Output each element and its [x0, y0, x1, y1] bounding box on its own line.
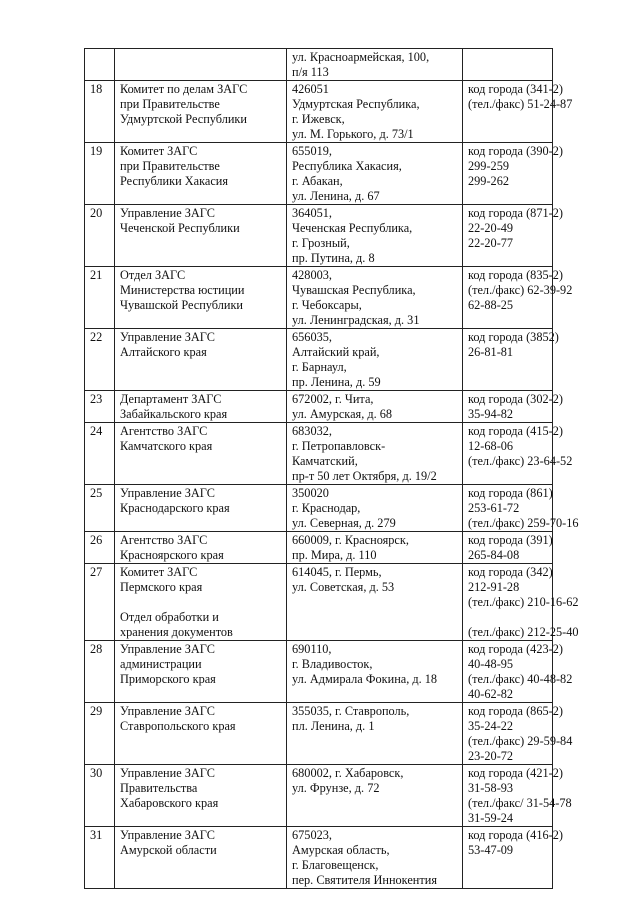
phone-cell — [463, 49, 553, 81]
organization-cell — [115, 641, 287, 703]
phone-line: код города (391) — [468, 533, 553, 547]
org-line: Правительства — [120, 781, 198, 795]
address-line: Алтайский край, — [292, 345, 380, 359]
organization-cell — [115, 827, 287, 889]
org-line: Приморского края — [120, 672, 216, 686]
phone-line: 253-61-72 — [468, 501, 520, 515]
org-line: Забайкальского края — [120, 407, 228, 421]
phone-line: (тел./факс) 23-64-52 — [468, 454, 573, 468]
table-row — [85, 532, 553, 564]
row-number: 24 — [90, 424, 103, 438]
org-line: Комитет по делам ЗАГС — [120, 82, 248, 96]
address-line: пр. Мира, д. 110 — [292, 548, 377, 562]
table-row — [85, 49, 553, 81]
row-number-cell — [85, 532, 115, 564]
organization-cell — [115, 423, 287, 485]
org-line: Управление ЗАГС — [120, 486, 215, 500]
org-line: Красноярского края — [120, 548, 224, 562]
table-row — [85, 391, 553, 423]
phone-cell — [463, 267, 573, 329]
phone-line: код города (416-2) — [468, 828, 563, 842]
organization-cell — [115, 143, 287, 205]
phone-line: 35-94-82 — [468, 407, 514, 421]
org-line: Управление ЗАГС — [120, 766, 215, 780]
phone-cell — [463, 532, 553, 564]
address-line: 614045, г. Пермь, — [292, 565, 382, 579]
address-line: Удмуртская Республика, — [292, 97, 420, 111]
address-line: пр. Ленина, д. 59 — [292, 375, 381, 389]
org-line: Управление ЗАГС — [120, 704, 215, 718]
address-line: 675023, — [292, 828, 332, 842]
phone-line: (тел./факс) 51-24-87 — [468, 97, 573, 111]
address-line: ул. Красноармейская, 100, — [292, 50, 430, 64]
table-body — [85, 49, 579, 889]
phone-line: (тел./факс) 29-59-84 — [468, 734, 573, 748]
phone-line: 31-58-93 — [468, 781, 514, 795]
phone-cell — [463, 485, 579, 532]
row-number-cell — [85, 81, 115, 143]
table-row — [85, 765, 553, 827]
table-row — [85, 205, 553, 267]
org-line: Хабаровского края — [120, 796, 219, 810]
org-line: при Правительстве — [120, 97, 220, 111]
phone-line: код города (865-2) — [468, 704, 563, 718]
organization-cell — [115, 485, 287, 532]
phone-line: 23-20-72 — [468, 749, 514, 763]
organization-cell — [115, 391, 287, 423]
org-line: Управление ЗАГС — [120, 206, 215, 220]
address-cell — [287, 143, 463, 205]
phone-line: код города (390-2) — [468, 144, 563, 158]
phone-line: код города (341-2) — [468, 82, 563, 96]
address-line: г. Грозный, — [292, 236, 350, 250]
phone-cell — [463, 329, 559, 391]
address-line: Чувашская Республика, — [292, 283, 416, 297]
address-cell — [287, 267, 463, 329]
address-line: г. Чебоксары, — [292, 298, 362, 312]
row-number-cell — [85, 423, 115, 485]
row-number-cell — [85, 827, 115, 889]
org-line: администрации — [120, 657, 202, 671]
phone-cell — [463, 703, 573, 765]
row-number: 18 — [90, 82, 103, 96]
row-number-cell — [85, 329, 115, 391]
address-line: г. Владивосток, — [292, 657, 373, 671]
address-line: 364051, — [292, 206, 332, 220]
org-line: Ставропольского края — [120, 719, 236, 733]
address-cell — [287, 423, 463, 485]
org-line: Чувашской Республики — [120, 298, 244, 312]
address-line: ул. Амурская, д. 68 — [292, 407, 393, 421]
address-cell — [287, 81, 463, 143]
phone-cell — [463, 143, 563, 205]
address-line: пер. Святителя Иннокентия — [292, 873, 437, 887]
table-row — [85, 564, 553, 641]
table-row — [85, 329, 553, 391]
phone-line: код города (3852) — [468, 330, 559, 344]
row-number-cell — [85, 641, 115, 703]
org-line: Камчатского края — [120, 439, 213, 453]
phone-line: код города (871-2) — [468, 206, 563, 220]
phone-line: 22-20-77 — [468, 236, 514, 250]
phone-line: код города (835-2) — [468, 268, 563, 282]
org-line: при Правительстве — [120, 159, 220, 173]
phone-line: 299-259 — [468, 159, 509, 173]
address-cell — [287, 564, 463, 641]
phone-line: (тел./факс) 40-48-82 — [468, 672, 573, 686]
address-line: ул. М. Горького, д. 73/1 — [292, 127, 414, 141]
address-line: г. Петропавловск- — [292, 439, 386, 453]
org-line: Агентство ЗАГС — [120, 424, 208, 438]
phone-line: 22-20-49 — [468, 221, 514, 235]
address-line: 656035, — [292, 330, 332, 344]
phone-line: код города (415-2) — [468, 424, 563, 438]
phone-line: код города (861) — [468, 486, 553, 500]
row-number: 29 — [90, 704, 103, 718]
phone-cell — [463, 423, 573, 485]
org-line: Краснодарского края — [120, 501, 230, 515]
address-line: 355035, г. Ставрополь, — [292, 704, 410, 718]
row-number: 28 — [90, 642, 103, 656]
address-cell — [287, 641, 463, 703]
table-row — [85, 423, 553, 485]
address-cell — [287, 49, 463, 81]
address-cell — [287, 765, 463, 827]
table-row — [85, 485, 553, 532]
address-cell — [287, 532, 463, 564]
phone-cell — [463, 765, 572, 827]
org-line: Комитет ЗАГС — [120, 565, 198, 579]
phone-line: 53-47-09 — [468, 843, 514, 857]
row-number-cell — [85, 391, 115, 423]
row-number: 30 — [90, 766, 103, 780]
org-line: Управление ЗАГС — [120, 642, 215, 656]
address-line: Чеченская Республика, — [292, 221, 413, 235]
row-number-cell — [85, 485, 115, 532]
organization-cell — [115, 765, 287, 827]
address-line: ул. Ленинградская, д. 31 — [292, 313, 420, 327]
row-number-cell — [85, 205, 115, 267]
address-line: 655019, — [292, 144, 332, 158]
phone-cell — [463, 81, 573, 143]
phone-line: 299-262 — [468, 174, 509, 188]
org-line: Отдел ЗАГС — [120, 268, 186, 282]
phone-line: (тел./факс/ 31-54-78 — [468, 796, 572, 810]
phone-line: 212-91-28 — [468, 580, 520, 594]
org-line: Департамент ЗАГС — [120, 392, 222, 406]
row-number: 27 — [90, 565, 103, 579]
phone-cell — [463, 564, 579, 641]
address-line: 680002, г. Хабаровск, — [292, 766, 404, 780]
address-line: ул. Ленина, д. 67 — [292, 189, 380, 203]
phone-line: код города (421-2) — [468, 766, 563, 780]
row-number: 20 — [90, 206, 103, 220]
phone-line: 62-88-25 — [468, 298, 514, 312]
address-line: ул. Северная, д. 279 — [292, 516, 396, 530]
row-number-cell — [85, 267, 115, 329]
row-number-cell — [85, 143, 115, 205]
org-line: Агентство ЗАГС — [120, 533, 208, 547]
table-row — [85, 143, 553, 205]
phone-cell — [463, 205, 563, 267]
row-number: 25 — [90, 486, 103, 500]
org-line: Комитет ЗАГС — [120, 144, 198, 158]
address-line: 672002, г. Чита, — [292, 392, 374, 406]
phone-cell — [463, 641, 573, 703]
organization-cell — [115, 703, 287, 765]
organization-cell — [115, 81, 287, 143]
phone-line: (тел./факс) 259-70-16 — [468, 516, 579, 530]
phone-line: (тел./факс) 210-16-62 — [468, 595, 579, 609]
address-line: пр. Путина, д. 8 — [292, 251, 375, 265]
address-line: ул. Адмирала Фокина, д. 18 — [292, 672, 438, 686]
address-cell — [287, 391, 463, 423]
table-row — [85, 703, 553, 765]
address-line: г. Барнаул, — [292, 360, 347, 374]
org-line: Чеченской Республики — [120, 221, 240, 235]
organization-cell — [115, 564, 287, 641]
organization-cell — [115, 205, 287, 267]
row-number: 21 — [90, 268, 103, 282]
row-number: 22 — [90, 330, 103, 344]
address-line: 690110, — [292, 642, 332, 656]
organization-cell — [115, 49, 287, 81]
address-line: ул. Советская, д. 53 — [292, 580, 395, 594]
address-cell — [287, 827, 463, 889]
blank-line — [468, 610, 548, 625]
org-line: Управление ЗАГС — [120, 828, 215, 842]
address-line: г. Краснодар, — [292, 501, 361, 515]
org-line: Министерства юстиции — [120, 283, 245, 297]
address-line: пл. Ленина, д. 1 — [292, 719, 375, 733]
phone-cell — [463, 827, 563, 889]
phone-line: 265-84-08 — [468, 548, 520, 562]
phone-cell — [463, 391, 563, 423]
org-line: Пермского края — [120, 580, 203, 594]
table-row — [85, 267, 553, 329]
address-line: 683032, — [292, 424, 332, 438]
address-cell — [287, 205, 463, 267]
phone-line: 31-59-24 — [468, 811, 514, 825]
phone-line: 40-62-82 — [468, 687, 514, 701]
phone-line: 26-81-81 — [468, 345, 514, 359]
address-line: 426051 — [292, 82, 329, 96]
address-line: 660009, г. Красноярск, — [292, 533, 409, 547]
row-number: 31 — [90, 828, 103, 842]
address-cell — [287, 485, 463, 532]
blank-line — [120, 595, 282, 610]
row-number: 19 — [90, 144, 103, 158]
address-line: п/я 113 — [292, 65, 329, 79]
phone-line: 35-24-22 — [468, 719, 514, 733]
phone-line: (тел./факс) 212-25-40 — [468, 625, 579, 639]
row-number-cell — [85, 703, 115, 765]
phone-line: код города (423-2) — [468, 642, 563, 656]
address-line: г. Ижевск, — [292, 112, 345, 126]
org-line: Алтайского края — [120, 345, 207, 359]
org-line: Амурской области — [120, 843, 217, 857]
address-line: г. Абакан, — [292, 174, 343, 188]
table-row — [85, 827, 553, 889]
table-row — [85, 641, 553, 703]
address-cell — [287, 329, 463, 391]
table-row — [85, 81, 553, 143]
address-line: г. Благовещенск, — [292, 858, 379, 872]
organization-cell — [115, 329, 287, 391]
phone-line: 40-48-95 — [468, 657, 514, 671]
address-line: 428003, — [292, 268, 332, 282]
address-cell — [287, 703, 463, 765]
address-line: 350020 — [292, 486, 329, 500]
address-line: Республика Хакасия, — [292, 159, 402, 173]
phone-line: (тел./факс) 62-39-92 — [468, 283, 573, 297]
row-number-cell — [85, 765, 115, 827]
address-line: Амурская область, — [292, 843, 390, 857]
organization-cell — [115, 267, 287, 329]
org-line: Отдел обработки и — [120, 610, 219, 624]
org-line: Удмуртской Республики — [120, 112, 247, 126]
org-line: Республики Хакасия — [120, 174, 229, 188]
row-number: 26 — [90, 533, 103, 547]
zags-directory-table — [84, 48, 579, 889]
organization-cell — [115, 532, 287, 564]
address-line: Камчатский, — [292, 454, 358, 468]
org-line: хранения документов — [120, 625, 233, 639]
address-line: ул. Фрунзе, д. 72 — [292, 781, 380, 795]
phone-line: код города (302-2) — [468, 392, 563, 406]
phone-line: 12-68-06 — [468, 439, 514, 453]
phone-line: код города (342) — [468, 565, 553, 579]
row-number: 23 — [90, 392, 103, 406]
row-number-cell — [85, 564, 115, 641]
address-line: пр-т 50 лет Октября, д. 19/2 — [292, 469, 437, 483]
org-line: Управление ЗАГС — [120, 330, 215, 344]
row-number-cell — [85, 49, 115, 81]
